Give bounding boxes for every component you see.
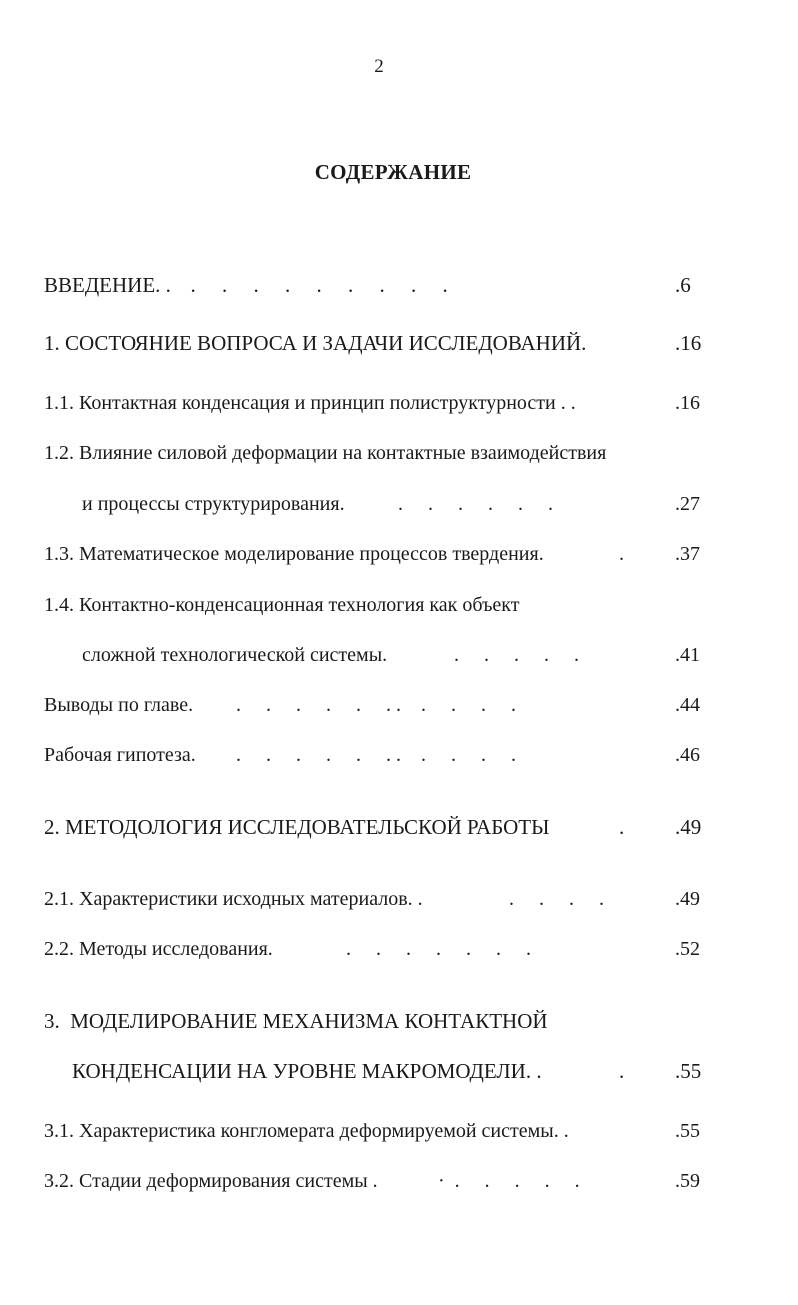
toc-entry-text: 3.2. Стадии деформирования системы . xyxy=(44,1170,378,1192)
toc-entry-section-1-1 xyxy=(0,388,798,418)
toc-leader-dots: . . . . xyxy=(509,888,604,910)
toc-leader-dots: . . . . . . . . . . . xyxy=(236,694,516,716)
toc-entry-section-2-1 xyxy=(0,884,798,914)
toc-entry-hypothesis xyxy=(0,740,798,770)
toc-entry-section-2-2 xyxy=(0,934,798,964)
toc-entry-text: 1.3. Математическое моделирование процессов твердения. xyxy=(44,543,544,565)
toc-entry-text: сложной технологической системы. xyxy=(82,644,388,666)
toc-entry-text: 3.1. Характеристика конгломерата деформируемой системы. . xyxy=(44,1120,569,1142)
toc-leader-dots: · . . . . . xyxy=(438,1170,580,1192)
toc-entry-section-1-4-cont xyxy=(0,640,798,670)
toc-page-number: .49 xyxy=(675,888,700,910)
toc-entry-text: Выводы по главе. xyxy=(44,694,194,716)
toc-leader-dots: . . . . . . xyxy=(398,493,553,515)
page-number: 2 xyxy=(374,56,384,77)
toc-entry-section-1-4 xyxy=(0,590,798,620)
toc-page-number: .41 xyxy=(675,644,700,666)
toc-page-number: .16 xyxy=(675,392,700,414)
toc-entry-text: 1.4. Контактно-конденсационная технология как объект xyxy=(44,594,520,616)
toc-page-number: .16 xyxy=(675,331,702,355)
toc-leader-dots: . xyxy=(619,1059,625,1083)
toc-entry-chapter-3-cont xyxy=(0,1056,798,1086)
toc-entry-section-3-2 xyxy=(0,1166,798,1196)
toc-entry-text: 2. МЕТОДОЛОГИЯ ИССЛЕДОВАТЕЛЬСКОЙ РАБОТЫ xyxy=(44,815,550,839)
toc-page-number: .46 xyxy=(675,744,700,766)
toc-entry-section-1-2 xyxy=(0,438,798,468)
toc-entry-text: 1. СОСТОЯНИЕ ВОПРОСА И ЗАДАЧИ ИССЛЕДОВАНИЙ. xyxy=(44,331,587,355)
toc-page-number: .37 xyxy=(675,543,700,565)
toc-entry-chapter-2 xyxy=(0,812,798,842)
page-title: СОДЕРЖАНИЕ xyxy=(314,160,472,184)
toc-page-number: .49 xyxy=(675,815,702,839)
toc-page-number: .59 xyxy=(675,1170,700,1192)
toc-page-number: .55 xyxy=(675,1120,700,1142)
toc-entry-section-3-1 xyxy=(0,1116,798,1146)
toc-leader-dots: . . . . . . . . . xyxy=(180,273,448,297)
toc-entry-text: 2.1. Характеристики исходных материалов. . xyxy=(44,888,423,910)
toc-entry-text: 2.2. Методы исследования. xyxy=(44,938,273,960)
toc-entry-text: Рабочая гипотеза. xyxy=(44,744,196,766)
toc-leader-dots: . . . . . . . xyxy=(346,938,531,960)
toc-page-number: .27 xyxy=(675,493,700,515)
toc-page-number: .44 xyxy=(675,694,700,716)
toc-page-number: .55 xyxy=(675,1059,702,1083)
toc-entry-text: 3. МОДЕЛИРОВАНИЕ МЕХАНИЗМА КОНТАКТНОЙ xyxy=(44,1009,548,1033)
toc-entry-conclusions xyxy=(0,690,798,720)
toc-entry-chapter-1 xyxy=(0,328,798,358)
toc-entry-section-1-3 xyxy=(0,539,798,569)
toc-entry-chapter-3 xyxy=(0,1006,798,1036)
toc-entry-section-1-2-cont xyxy=(0,489,798,519)
toc-entry-text: 1.2. Влияние силовой деформации на контактные взаимодействия xyxy=(44,442,607,464)
toc-page-number: .6 xyxy=(675,273,691,297)
toc-entry-introduction xyxy=(0,270,798,300)
toc-page-number: .52 xyxy=(675,938,700,960)
toc-leader-dots: . xyxy=(619,543,624,565)
toc-leader-dots: . . . . . . . . . . . xyxy=(236,744,516,766)
toc-entry-text: КОНДЕНСАЦИИ НА УРОВНЕ МАКРОМОДЕЛИ. . xyxy=(72,1059,542,1083)
toc-entry-text: 1.1. Контактная конденсация и принцип полиструктурности . . xyxy=(44,392,576,414)
toc-entry-text: ВВЕДЕНИЕ. . xyxy=(44,273,171,297)
toc-leader-dots: . . . . . xyxy=(454,644,579,666)
toc-leader-dots: . xyxy=(619,815,625,839)
toc-entry-text: и процессы структурирования. xyxy=(82,493,345,515)
